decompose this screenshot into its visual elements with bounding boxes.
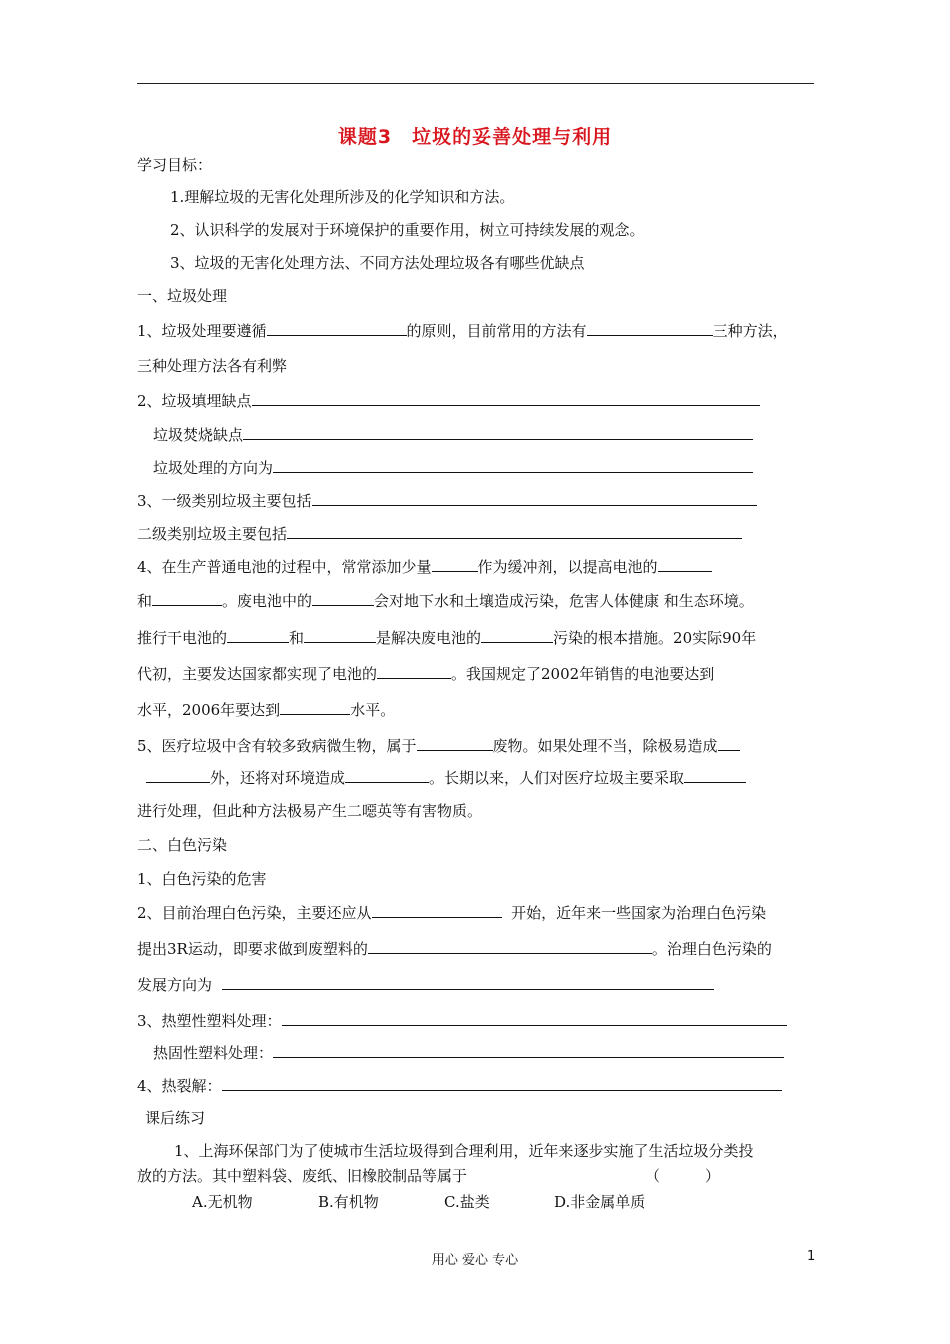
section-2-heading: 二、白色污染 [137, 836, 228, 854]
fill-blank[interactable] [345, 767, 429, 783]
fill-blank[interactable] [146, 767, 210, 783]
fill-blank[interactable] [432, 556, 478, 572]
fill-blank[interactable] [243, 424, 753, 440]
answer-paren[interactable]: （ ） [645, 1167, 721, 1185]
goals-heading: 学习目标： [137, 156, 213, 174]
page-number: 1 [807, 1249, 816, 1264]
fill-blank[interactable] [368, 938, 652, 954]
page-footer: 用心 爱心 专心 [431, 1253, 519, 1268]
option-a[interactable]: A.无机物 [192, 1193, 253, 1211]
question-1-2: 2、垃圾填埋缺点 [137, 390, 760, 411]
question-1-5: 5、医疗垃圾中含有较多致病微生物，属于 废物。如果处理不当，除极易造成 [137, 735, 740, 756]
question-1-4-line3: 推行干电池的 和 是解决废电池的 污染的根本措施。20实际90年 [137, 629, 757, 647]
fill-blank[interactable] [718, 735, 740, 751]
fill-blank[interactable] [658, 556, 712, 572]
question-1-2c: 垃圾处理的方向为 [153, 457, 753, 478]
question-1-1-cont: 三种处理方法各有利弊 [137, 357, 288, 375]
question-1-1: 1、垃圾处理要遵循 的原则，目前常用的方法有 三种方法， [137, 322, 788, 340]
fill-blank[interactable] [227, 627, 289, 643]
exercise-q1-line2: 放的方法。其中塑料袋、废纸、旧橡胶制品等属于 （ ） [137, 1167, 721, 1185]
fill-blank[interactable] [377, 663, 451, 679]
option-d[interactable]: D.非金属单质 [554, 1193, 646, 1211]
fill-blank[interactable] [152, 590, 222, 606]
fill-blank[interactable] [312, 590, 374, 606]
question-1-2b: 垃圾焚烧缺点 [153, 424, 753, 445]
fill-blank[interactable] [684, 767, 746, 783]
fill-blank[interactable] [304, 627, 376, 643]
section-1-heading: 一、垃圾处理 [137, 287, 228, 305]
question-1-3b: 二级类别垃圾主要包括 [137, 523, 742, 544]
question-1-4-line2: 和 。废电池中的 会对地下水和土壤造成污染，危害人体健康 和生态环境。 [137, 592, 754, 610]
question-1-5-line3: 进行处理，但此种方法极易产生二噁英等有害物质。 [137, 802, 483, 820]
exercise-options [192, 1192, 680, 1212]
question-2-1: 1、白色污染的危害 [137, 870, 267, 888]
fill-blank[interactable] [587, 320, 713, 336]
question-2-3b: 热固性塑料处理： [153, 1042, 784, 1063]
fill-blank[interactable] [273, 457, 753, 473]
exercise-heading: 课后练习 [145, 1109, 206, 1127]
question-1-4-line5: 水平，2006年要达到 水平。 [137, 701, 396, 719]
question-2-2-line2: 提出3R运动，即要求做到废塑料的 。治理白色污染的 [137, 940, 772, 958]
option-c[interactable]: C.盐类 [444, 1193, 490, 1211]
goal-3: 3、垃圾的无害化处理方法、不同方法处理垃圾各有哪些优缺点 [170, 254, 585, 272]
option-b[interactable]: B.有机物 [318, 1193, 379, 1211]
header-rule [137, 83, 814, 84]
fill-blank[interactable] [273, 1042, 784, 1058]
exercise-q1: 1、上海环保部门为了使城市生活垃圾得到合理利用，近年来逐步实施了生活垃圾分类投 [174, 1142, 754, 1160]
question-2-2-line3: 发展方向为 [137, 974, 714, 995]
question-1-3: 3、一级类别垃圾主要包括 [137, 490, 757, 511]
fill-blank[interactable] [222, 1075, 782, 1091]
goal-2: 2、认识科学的发展对于环境保护的重要作用，树立可持续发展的观念。 [170, 221, 645, 239]
question-1-4: 4、在生产普通电池的过程中，常常添加少量 作为缓冲剂，以提高电池的 [137, 556, 712, 577]
question-1-5-line2: 外，还将对环境造成 。长期以来，人们对医疗垃圾主要采取 [146, 767, 746, 788]
question-2-4: 4、热裂解： [137, 1075, 782, 1096]
fill-blank[interactable] [282, 1010, 787, 1026]
fill-blank[interactable] [287, 523, 742, 539]
fill-blank[interactable] [280, 699, 350, 715]
fill-blank[interactable] [372, 902, 502, 918]
fill-blank[interactable] [481, 627, 553, 643]
fill-blank[interactable] [417, 735, 493, 751]
question-2-3: 3、热塑性塑料处理： [137, 1010, 787, 1031]
fill-blank[interactable] [312, 490, 757, 506]
question-1-4-line4: 代初，主要发达国家都实现了电池的 。我国规定了2002年销售的电池要达到 [137, 665, 715, 683]
page-title: 课题3 垃圾的妥善处理与利用 [337, 126, 613, 148]
fill-blank[interactable] [267, 320, 407, 336]
fill-blank[interactable] [252, 390, 760, 406]
fill-blank[interactable] [222, 974, 714, 990]
goal-1: 1.理解垃圾的无害化处理所涉及的化学知识和方法。 [170, 188, 515, 206]
question-2-2: 2、目前治理白色污染，主要还应从 开始，近年来一些国家为治理白色污染 [137, 904, 767, 922]
